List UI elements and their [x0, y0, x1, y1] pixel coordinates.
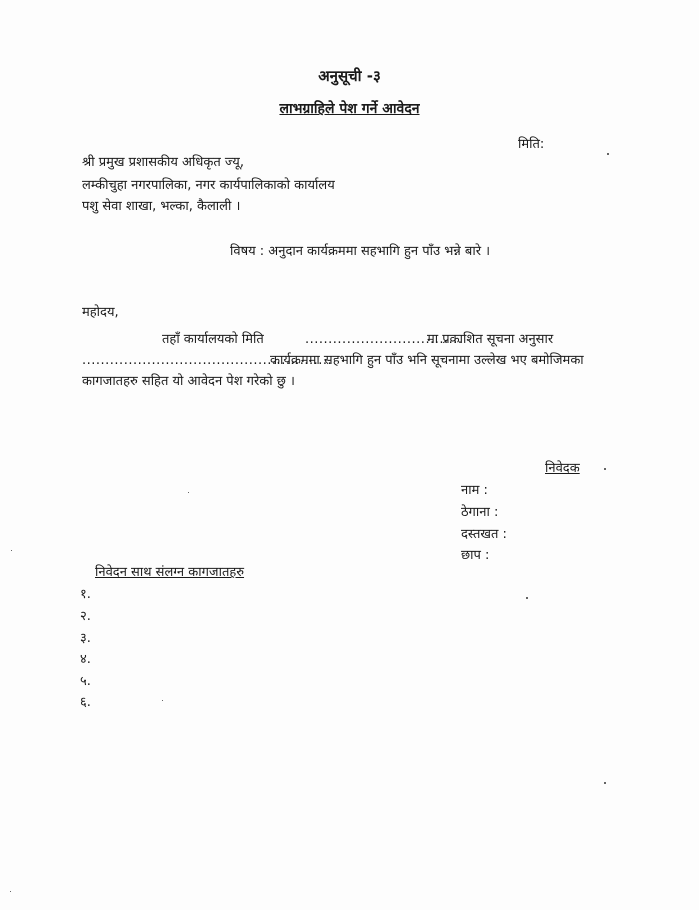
- page-heading: अनुसूची -३: [318, 67, 381, 85]
- addressee-line-2: लम्कीचुहा नगरपालिका, नगर कार्यपालिकाको कार्यालय: [82, 178, 335, 193]
- applicant-heading: निवेदक: [545, 461, 580, 476]
- attachment-item-6: ६.: [80, 695, 91, 710]
- scan-speck: [607, 153, 609, 155]
- body-line-1-dots: ..................................: [305, 332, 463, 347]
- attachment-item-3: ३.: [80, 631, 91, 646]
- applicant-seal-label: छाप :: [461, 548, 490, 563]
- body-line-1-part-1: तहाँ कार्यालयको मिति: [162, 332, 264, 347]
- addressee-line-3: पशु सेवा शाखा, भल्का, कैलाली ।: [82, 199, 241, 214]
- scan-speck: [11, 550, 12, 551]
- scan-speck: [526, 597, 528, 599]
- attachment-item-4: ४.: [80, 652, 91, 667]
- salutation: महोदय,: [82, 305, 119, 320]
- attachments-heading: निवेदन साथ संलग्न कागजातहरु: [95, 565, 245, 580]
- scan-speck: [10, 891, 11, 892]
- page-subheading: [0, 99, 699, 118]
- body-line-3: कागजातहरु सहित यो आवेदन पेश गरेको छु ।: [82, 374, 295, 389]
- body-line-2-text: कार्यक्रममा सहभागि हुन पाँउ भनि सूचनामा उल्लेख भए बमोजिमका: [270, 353, 584, 368]
- date-label: मिति:: [518, 137, 545, 152]
- subheading-text: लाभग्राहिले पेश गर्ने आवेदन: [279, 101, 420, 117]
- addressee-line-1: श्री प्रमुख प्रशासकीय अधिकृत ज्यू,: [82, 155, 244, 170]
- attachment-item-1: १.: [80, 587, 91, 602]
- scan-speck: [162, 700, 163, 701]
- scan-speck: [604, 468, 606, 470]
- subject-line: विषय : अनुदान कार्यक्रममा सहभागि हुन पाँउ भन्ने बारे ।: [230, 244, 491, 259]
- body-line-1-part-2: मा प्रकाशित सूचना अनुसार: [427, 332, 554, 347]
- applicant-signature-label: दस्तखत :: [461, 527, 507, 542]
- applicant-name-label: नाम :: [461, 483, 488, 498]
- body-line-2-dots: ......................................................: [82, 353, 333, 368]
- scan-speck: [604, 782, 606, 784]
- applicant-address-label: ठेगाना :: [461, 505, 499, 520]
- attachment-item-5: ५.: [80, 674, 91, 689]
- scan-speck: [188, 492, 189, 493]
- attachment-item-2: २.: [80, 609, 91, 624]
